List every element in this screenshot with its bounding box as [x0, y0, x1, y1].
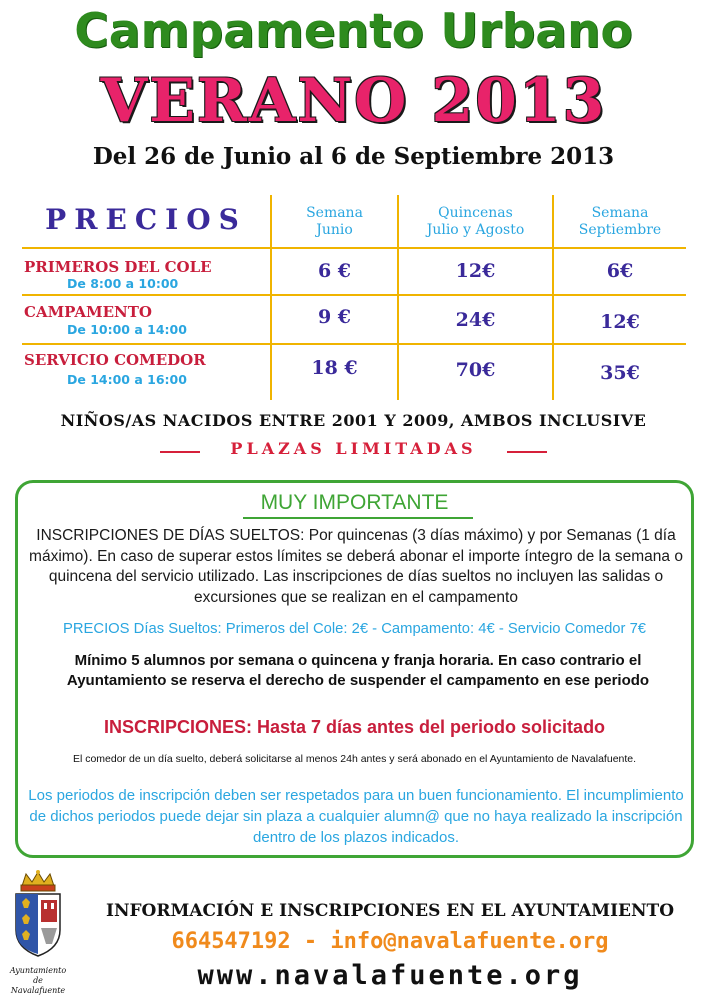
title-underline	[243, 517, 473, 519]
price-cell: 70€	[455, 359, 496, 381]
table-divider	[22, 294, 686, 296]
price-cell: 6 €	[317, 260, 352, 282]
crest-caption-line: Navalafuente	[10, 986, 66, 995]
eligibility-note: NIÑOS/AS NACIDOS ENTRE 2001 Y 2009, AMBOS INCLUSIVE	[60, 411, 647, 430]
price-cell: 35€	[600, 362, 640, 384]
price-cell: 18 €	[311, 357, 358, 379]
column-header-line: Quincenas	[438, 205, 513, 221]
crest-caption-line: Ayuntamiento	[9, 966, 67, 975]
price-cell: 24€	[455, 309, 496, 331]
price-cell: 9 €	[317, 306, 352, 328]
table-divider	[22, 247, 686, 249]
row-label: SERVICIO COMEDOR	[24, 351, 206, 369]
single-days-paragraph: INSCRIPCIONES DE DÍAS SUELTOS: Por quincenas (3 días máximo) y por Semanas (1 día máximo). En caso de superar estos límites se deberá abonar el importe íntegro de la semana o quincena del servicio utilizado. Las inscripciones de días sueltos no incluyen las salidas o excursiones que se realizan en el campamento	[29, 527, 683, 606]
column-header-line: Semana	[591, 205, 649, 221]
crest-caption-line: de	[33, 976, 43, 985]
prices-heading: PRECIOS	[45, 203, 247, 236]
row-label: PRIMEROS DEL COLE	[24, 258, 212, 276]
column-header	[272, 205, 397, 239]
crest-caption	[3, 966, 73, 996]
page-subtitle: VERANO 2013	[100, 66, 607, 136]
column-header	[554, 205, 686, 239]
price-table	[22, 195, 686, 400]
contact-info: 664547192 - info@navalafuente.org	[171, 929, 609, 954]
important-title: MUY IMPORTANTE	[260, 491, 449, 514]
price-cell: 12€	[600, 311, 640, 333]
row-label: CAMPAMENTO	[24, 303, 152, 321]
registration-periods-note: Los periodos de inscripción deben ser respetados para un buen funcionamiento. El incumplimiento de dichos periodos puede dejar sin plaza a cualquier alumn@ que no haya realizado la inscripción dentro de los plazos indicados.	[28, 787, 684, 846]
website-link[interactable]: www.navalafuente.org	[197, 960, 583, 991]
limited-places-note: PLAZAS LIMITADAS	[230, 439, 477, 458]
important-notice-box	[15, 480, 694, 858]
price-cell: 6€	[606, 260, 634, 282]
minimum-students-note: Mínimo 5 alumnos por semana o quincena y franja horaria. En caso contrario el Ayuntamiento se reserva el derecho de suspender el campamento en ese periodo	[66, 652, 650, 689]
row-time: De 8:00 a 10:00	[67, 276, 179, 291]
page-title: Campamento Urbano	[74, 4, 633, 59]
column-header-line: Julio y Agosto	[426, 222, 525, 238]
price-cell: 12€	[455, 260, 496, 282]
column-header-line: Septiembre	[578, 222, 662, 238]
registration-deadline: INSCRIPCIONES: Hasta 7 días antes del periodo solicitado	[103, 717, 606, 737]
column-header	[399, 205, 552, 239]
town-crest-icon	[8, 868, 68, 968]
dining-note: El comedor de un día suelto, deberá solicitarse al menos 24h antes y será abonado en el Ayuntamiento de Navalafuente.	[72, 753, 637, 765]
row-time: De 10:00 a 14:00	[67, 322, 187, 337]
column-header-line: Semana	[306, 205, 363, 221]
column-header-line: Junio	[316, 222, 353, 238]
single-day-prices: PRECIOS Días Sueltos: Primeros del Cole: 2€ - Campamento: 4€ - Servicio Comedor 7€	[62, 621, 647, 637]
table-divider	[22, 343, 686, 345]
date-range: Del 26 de Junio al 6 de Septiembre 2013	[92, 143, 615, 170]
info-heading: INFORMACIÓN E INSCRIPCIONES EN EL AYUNTAMIENTO	[106, 901, 674, 921]
row-time: De 14:00 a 16:00	[67, 372, 187, 387]
